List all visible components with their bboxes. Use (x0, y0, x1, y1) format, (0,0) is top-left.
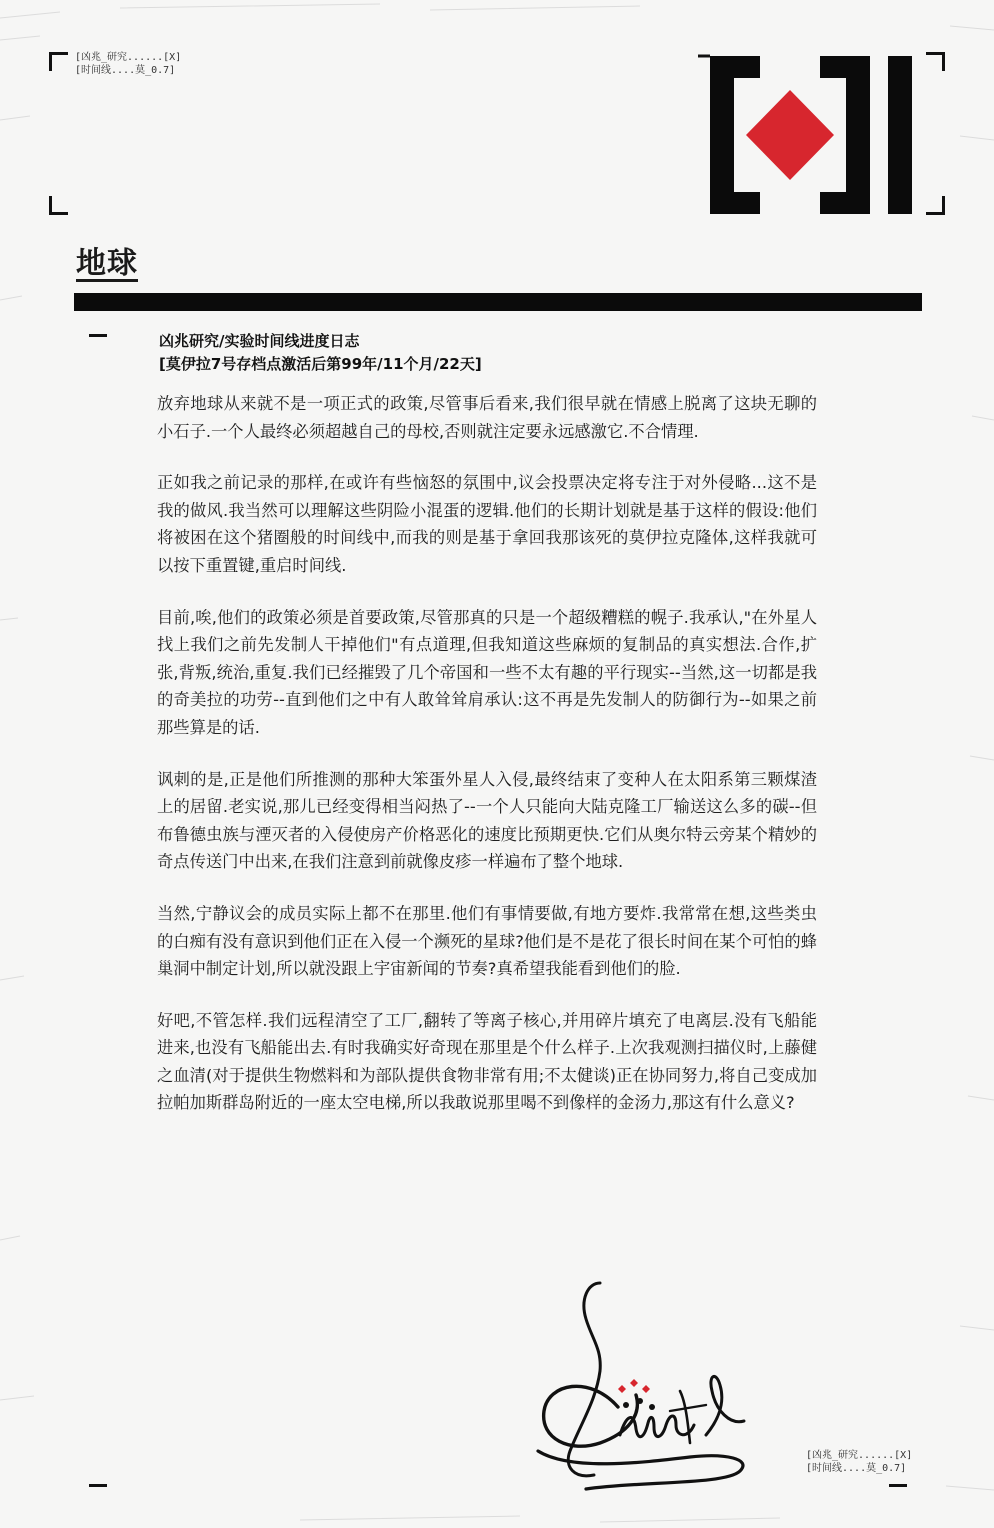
log-header-timestamp: [莫伊拉7号存档点激活后第99年/11个月/22天] (159, 355, 482, 373)
paragraph: 放弃地球从来就不是一项正式的政策,尽管事后看来,我们很早就在情感上脱离了这块无聊的小石子.一个人最终必须超越自己的母校,否则就注定要永远感激它.不合情理. (157, 394, 817, 441)
margin-dash-top (89, 334, 107, 337)
title-divider-bar (74, 293, 922, 311)
log-header (159, 330, 839, 376)
handwritten-signature-icon (530, 1275, 760, 1497)
paragraph: 正如我之前记录的那样,在或许有些恼怒的氛围中,议会投票决定将专注于对外侵略...这不是我的做风.我当然可以理解这些阴险小混蛋的逻辑.他们的长期计划就是基于这样的假设:他们将被困在这个猪圈般的时间线中,而我的则是基于拿回我那该死的莫伊拉克隆体,这样我就可以按下重置键,重启时间线. (157, 473, 817, 575)
footer-reference-tag (806, 1449, 912, 1475)
header-tag-line2: [时间线....莫_0.7] (75, 65, 176, 76)
header-tag-line1: [凶兆_研究......[X] (75, 52, 182, 63)
paragraph: 好吧,不管怎样.我们远程清空了工厂,翻转了等离子核心,并用碎片填充了电离层.没有飞船能进来,也没有飞船能出去.有时我确实好奇现在那里是个什么样子.上次我观测扫描仪时,上藤健之血清(对于提供生物燃料和为部队提供食物非常有用;不太健谈)正在协同努力,将自己变成加拉帕加斯群岛附近的一座太空电梯,所以我敢说那里喝不到像样的金汤力,那这有什么意义? (157, 1010, 817, 1113)
margin-dash-bottom-left (89, 1484, 107, 1487)
header-reference-tag (75, 51, 181, 77)
corner-bracket-top-right (926, 52, 945, 71)
margin-dash-bottom-right (889, 1484, 907, 1487)
log-header-title: 凶兆研究/实验时间线进度日志 (159, 332, 360, 350)
footer-tag-line1: [凶兆_研究......[X] (806, 1450, 913, 1461)
paragraph: 目前,唉,他们的政策必须是首要政策,尽管那真的只是一个超级糟糕的幌子.我承认,"在外星人找上我们之前先发制人干掉他们"有点道理,但我知道这些麻烦的复制品的真实想法.合作,扩张,背叛,统治,重复.我们已经摧毁了几个帝国和一些不太有趣的平行现实--当然,这一切都是我的奇美拉的功劳--直到他们之中有人敢耸耸肩承认:这不再是先发制人的防御行为--如果之前那些算是的话. (157, 607, 817, 737)
paragraph: 当然,宁静议会的成员实际上都不在那里.他们有事情要做,有地方要炸.我常常在想,这些类虫的白痴有没有意识到他们正在入侵一个濒死的星球?他们是不是花了很长时间在某个可怕的蜂巢洞中制定计划,所以就没跟上宇宙新闻的节奏?真希望我能看到他们的脸. (157, 903, 817, 979)
log-body (157, 390, 817, 1141)
page-title: 地球 (76, 246, 138, 281)
corner-bracket-bottom-right (926, 196, 945, 215)
corner-bracket-top-left (49, 52, 68, 71)
bracketed-red-diamond-emblem-icon (698, 52, 918, 216)
footer-tag-line2: [时间线....莫_0.7] (806, 1463, 907, 1474)
paragraph: 讽刺的是,正是他们所推测的那种大笨蛋外星人入侵,最终结束了变种人在太阳系第三颗煤渣上的居留.老实说,那儿已经变得相当闷热了--一个人只能向大陆克隆工厂输送这么多的碳--但布鲁德虫族与湮灭者的入侵使房产价格恶化的速度比预期更快.它们从奥尔特云旁某个精妙的奇点传送门中出来,在我们注意到前就像皮疹一样遍布了整个地球. (157, 769, 817, 872)
corner-bracket-bottom-left (49, 196, 68, 215)
